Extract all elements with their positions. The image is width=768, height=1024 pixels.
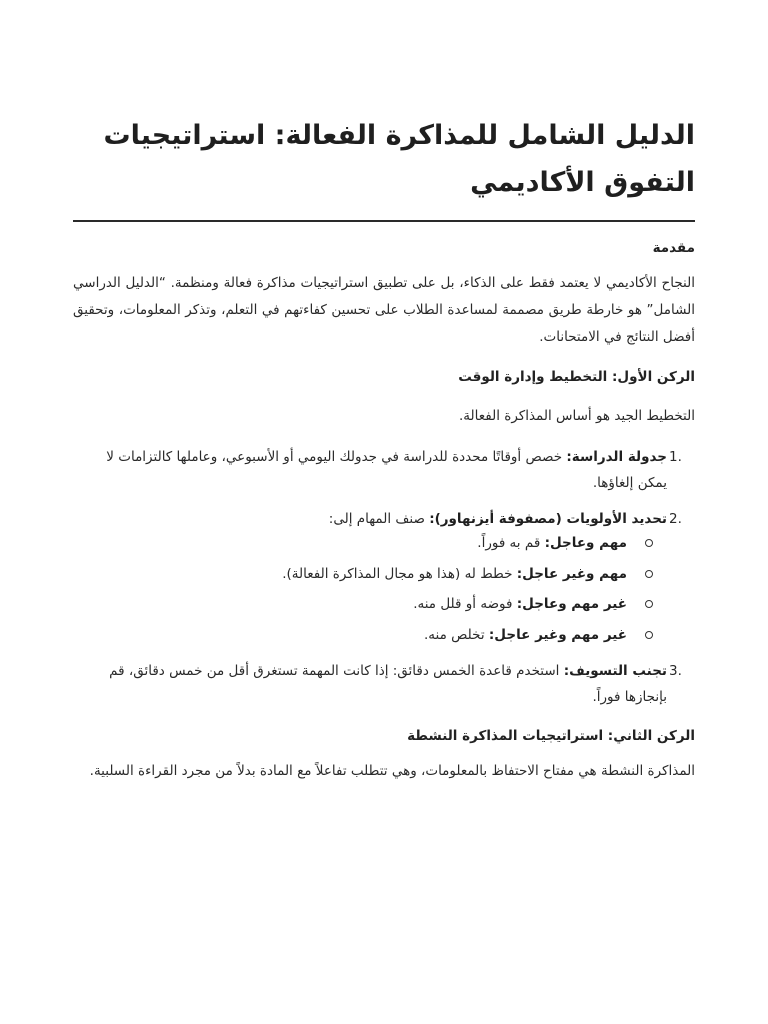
list-item-label: جدولة الدراسة:: [566, 449, 667, 465]
list-item: [73, 444, 682, 496]
list-item-text: خصص أوقاتًا محددة للدراسة في جدولك اليومي أو الأسبوعي، وعاملها كالتزامات لا يمكن إلغاؤها.: [106, 449, 667, 491]
sublist-item-label: مهم وغير عاجل:: [516, 565, 627, 582]
section-heading-pillar-2: الركن الثاني: استراتيجيات المذاكرة النشطة: [407, 727, 695, 744]
list-item: [73, 658, 682, 710]
sublist-item-text: خطط له (هذا هو مجال المذاكرة الفعالة).: [282, 565, 517, 582]
list-item-number: 1.: [669, 449, 682, 465]
sublist-item-label: غير مهم وغير عاجل:: [488, 626, 627, 643]
circle-bullet-icon: [645, 631, 653, 639]
sublist-item: [73, 530, 627, 556]
list-item-label: تحديد الأولويات (مصفوفة أيزنهاور):: [429, 511, 667, 527]
pillar-1-paragraph: التخطيط الجيد هو أساس المذاكرة الفعالة.: [459, 408, 695, 424]
section-heading-intro: مقدمة: [652, 240, 695, 256]
list-item-label: تجنب التسويف:: [563, 662, 667, 679]
pillar-2-paragraph: المذاكرة النشطة هي مفتاح الاحتفاظ بالمعلومات، وهي تتطلب تفاعلاً مع المادة بدلاً من مجرد القراءة السلبية.: [89, 762, 695, 779]
sublist-item-text: فوضه أو قلل منه.: [413, 596, 517, 612]
sublist-item-text: تخلص منه.: [424, 626, 489, 643]
sublist-item: [73, 561, 627, 587]
circle-bullet-icon: [645, 600, 653, 608]
circle-bullet-icon: [645, 570, 653, 578]
list-item-number: 2.: [669, 511, 682, 527]
intro-paragraph: النجاح الأكاديمي لا يعتمد فقط على الذكاء، بل على تطبيق استراتيجيات مذاكرة فعالة ومنظمة. “الدليل الدراسي الشامل” هو خارطة طريق مصممة لمساعدة الطلاب على تحسين كفاءتهم في التعلم، وتذكر المعلومات، وتحقيق أفضل النتائج في الامتحانات.: [73, 275, 695, 345]
pillar-1-list: [73, 444, 695, 710]
sublist-item-label: مهم وعاجل:: [544, 535, 627, 551]
list-item-text: استخدم قاعدة الخمس دقائق: إذا كانت المهمة تستغرق أقل من خمس دقائق، قم بإنجازها فوراً.: [109, 662, 667, 705]
sublist-item: [73, 622, 627, 648]
eisenhower-sublist: [73, 530, 667, 648]
circle-bullet-icon: [645, 539, 653, 547]
document-title: الدليل الشامل للمذاكرة الفعالة: استراتيجيات التفوق الأكاديمي: [103, 120, 695, 198]
sublist-item: [73, 591, 627, 617]
list-item-number: 3.: [669, 662, 682, 679]
section-heading-pillar-1: الركن الأول: التخطيط وإدارة الوقت: [458, 369, 695, 385]
sublist-item-text: قم به فوراً.: [477, 535, 545, 551]
title-divider: [73, 220, 695, 222]
sublist-item-label: غير مهم وعاجل:: [516, 596, 627, 612]
list-item-text: صنف المهام إلى:: [328, 511, 430, 527]
list-item: [73, 506, 682, 648]
